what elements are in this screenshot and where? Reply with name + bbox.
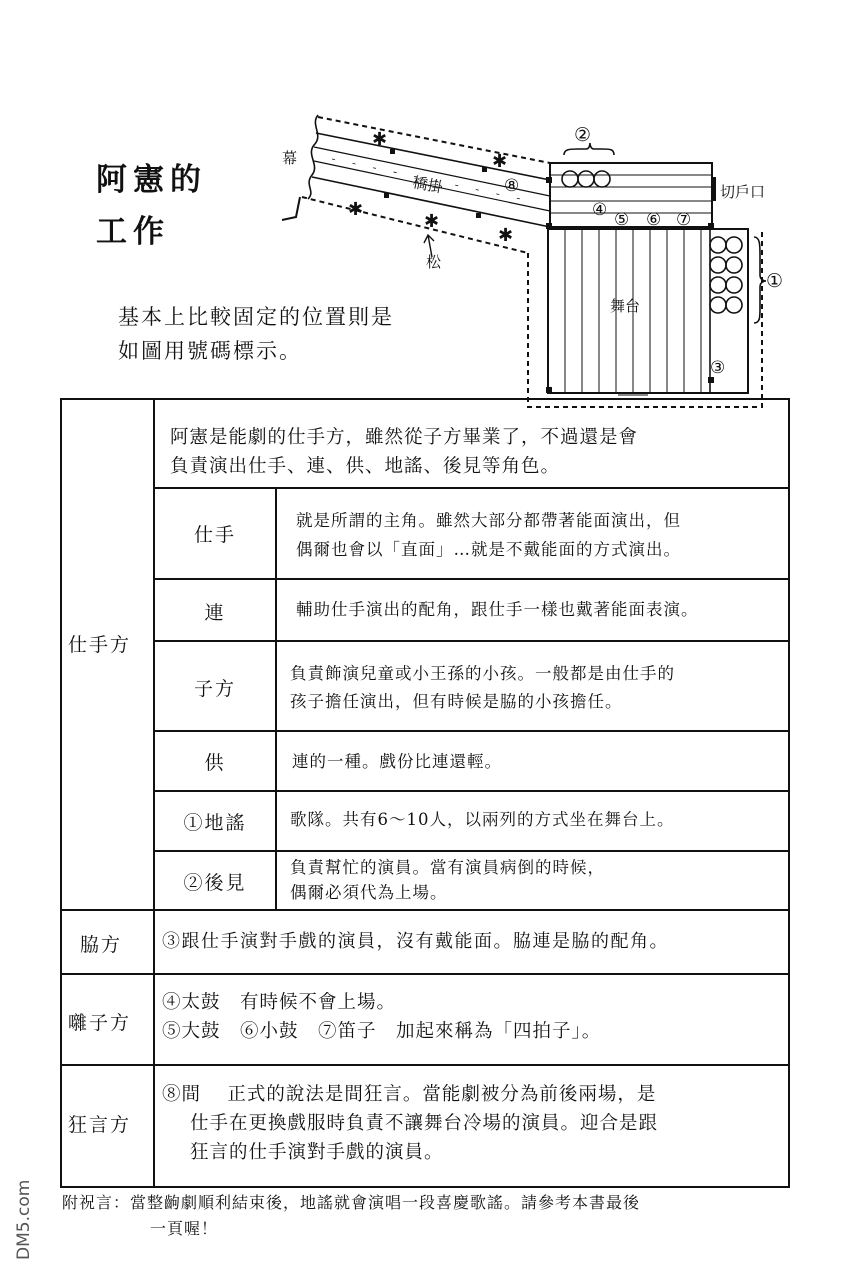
hashigakari-label: 橋掛 bbox=[411, 173, 445, 197]
footer-note bbox=[62, 1190, 640, 1242]
role-name-koken: ②後見 bbox=[183, 872, 247, 894]
mark-8: ⑧ bbox=[504, 176, 520, 196]
footer-line-1: 附祝言：當整齣劇順利結束後，地謠就會演唱一段喜慶歌謠。請參考本書最後 bbox=[62, 1193, 641, 1212]
role-name-jiutai: ①地謠 bbox=[183, 812, 247, 834]
pine-4-icon: ✱ bbox=[424, 211, 440, 232]
watermark: DM5.com bbox=[14, 1179, 34, 1260]
mark-4: ④ bbox=[592, 200, 608, 220]
role-desc-tsure-1: 輔助仕手演出的配角，跟仕手一樣也戴著能面表演。 bbox=[296, 600, 699, 619]
role-name-tsure: 連 bbox=[204, 602, 226, 624]
category-waki-kata: 脇方 bbox=[80, 934, 123, 956]
waki-desc: ③跟仕手演對手戲的演員，沒有戴能面。脇連是脇的配角。 bbox=[162, 931, 669, 952]
intro-line-1: 基本上比較固定的位置則是 bbox=[118, 305, 394, 329]
mark-2: ② bbox=[574, 124, 592, 146]
mark-6: ⑥ bbox=[646, 210, 662, 230]
matsu-label: 松 bbox=[426, 253, 442, 271]
pine-5-icon: ✱ bbox=[498, 225, 514, 246]
role-desc-shite-2: 偶爾也會以「直面」…就是不戴能面的方式演出。 bbox=[296, 540, 681, 559]
role-name-kokata: 子方 bbox=[193, 678, 236, 700]
intro-text bbox=[118, 300, 394, 368]
category-hayashi-kata: 囃子方 bbox=[68, 1012, 132, 1034]
title-line-2: 工作 bbox=[96, 214, 170, 250]
category-shite-kata: 仕手方 bbox=[68, 634, 132, 656]
role-desc-koken-2: 偶爾必須代為上場。 bbox=[290, 883, 448, 902]
role-name-tomo: 供 bbox=[204, 752, 226, 774]
role-desc-koken-1: 負責幫忙的演員。當有演員病倒的時候， bbox=[290, 858, 605, 877]
shite-kata-intro-line-1: 阿憲是能劇的仕手方，雖然從子方畢業了，不過還是會 bbox=[170, 427, 639, 448]
noh-stage-diagram bbox=[260, 105, 800, 415]
role-desc-jiutai-1: 歌隊。共有6～10人，以兩列的方式坐在舞台上。 bbox=[290, 810, 675, 829]
butai-label: 舞台 bbox=[610, 297, 641, 315]
mark-7: ⑦ bbox=[676, 210, 692, 230]
role-desc-kokata-1: 負責飾演兒童或小王孫的小孩。一般都是由仕手的 bbox=[290, 664, 675, 683]
shite-kata-intro-line-2: 負責演出仕手、連、供、地謠、後見等角色。 bbox=[170, 456, 561, 477]
title-line-1: 阿憲的 bbox=[96, 162, 207, 198]
pine-3-icon: ✱ bbox=[348, 199, 364, 220]
role-desc-kokata-2: 孩子擔任演出，但有時候是脇的小孩擔任。 bbox=[290, 692, 623, 711]
category-kyogen-kata: 狂言方 bbox=[68, 1114, 132, 1136]
kirido-label: 切戶口 bbox=[720, 183, 766, 201]
intro-line-2: 如圖用號碼標示。 bbox=[118, 339, 302, 363]
hayashi-line-2: ⑤大鼓 ⑥小鼓 ⑦笛子 加起來稱為「四拍子」。 bbox=[162, 1021, 602, 1042]
footer-line-2: 一頁喔！ bbox=[150, 1219, 219, 1238]
mark-5: ⑤ bbox=[614, 210, 630, 230]
role-name-shite: 仕手 bbox=[193, 524, 236, 546]
maku-label: 幕 bbox=[282, 149, 298, 167]
role-desc-tomo-1: 連的一種。戲份比連還輕。 bbox=[292, 752, 502, 771]
hayashi-line-1: ④太鼓 有時候不會上場。 bbox=[162, 992, 397, 1013]
kyogen-line-1: ⑧間 正式的說法是間狂言。當能劇被分為前後兩場，是 bbox=[162, 1084, 657, 1105]
pine-2-icon: ✱ bbox=[492, 151, 508, 172]
mark-3: ③ bbox=[710, 358, 726, 378]
pine-1-icon: ✱ bbox=[372, 129, 388, 150]
page-title bbox=[96, 158, 207, 254]
mark-1: ① bbox=[766, 270, 784, 292]
role-desc-shite-1: 就是所謂的主角。雖然大部分都帶著能面演出，但 bbox=[296, 511, 681, 530]
kyogen-line-2: 仕手在更換戲服時負責不讓舞台冷場的演員。迎合是跟 bbox=[190, 1113, 659, 1134]
kyogen-line-3: 狂言的仕手演對手戲的演員。 bbox=[190, 1142, 444, 1163]
